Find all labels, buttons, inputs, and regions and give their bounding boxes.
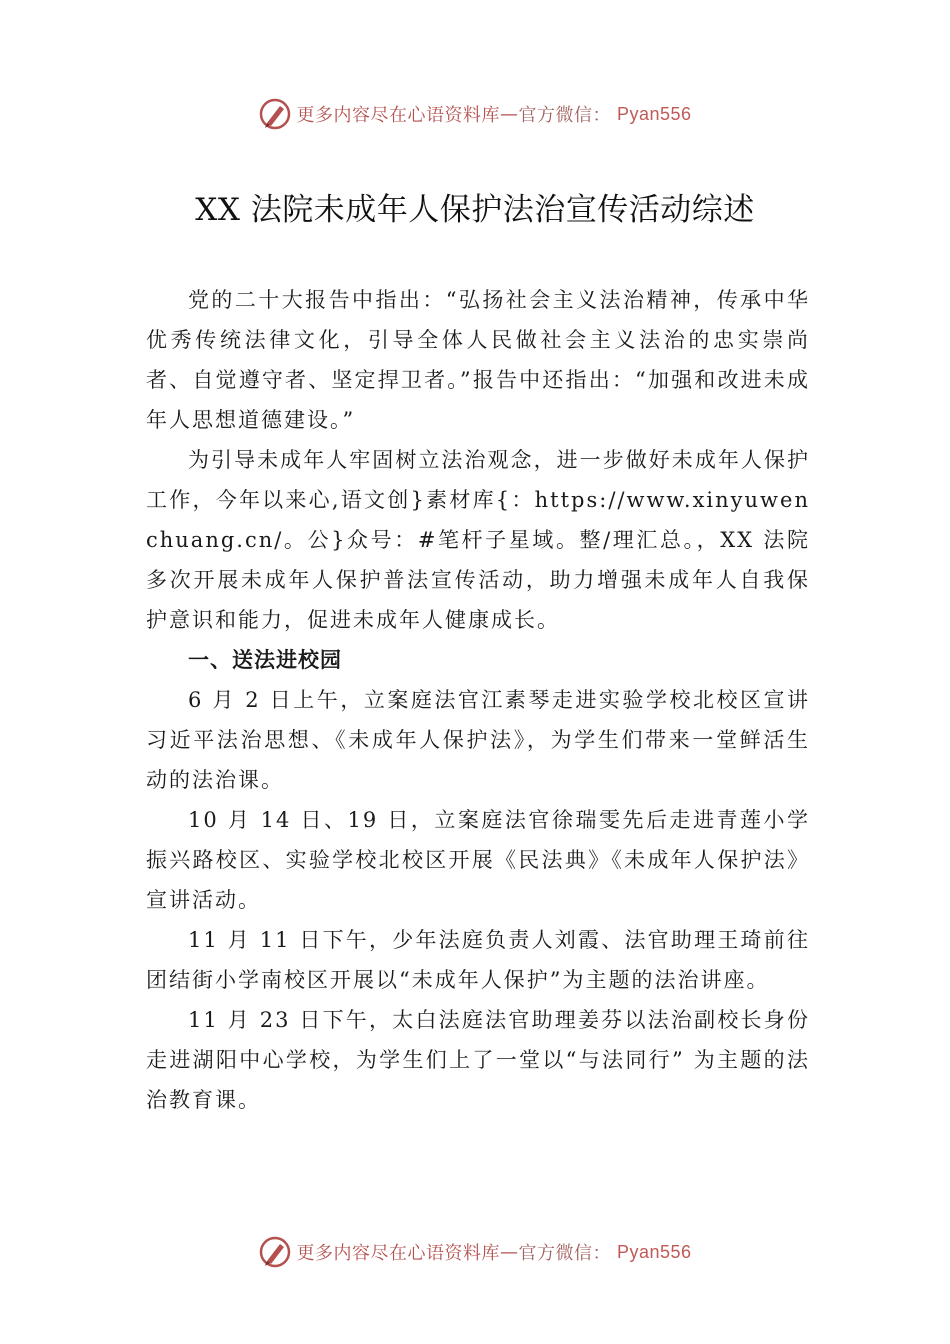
section-paragraph: 10 月 14 日、19 日，立案庭法官徐瑞雯先后走进青莲小学振兴路校区、实验学校北校区开展《民法典》《未成年人保护法》宣讲活动。 [146, 808, 810, 912]
section-paragraph: 6 月 2 日上午，立案庭法官江素琴走进实验学校北校区宣讲习近平法治思想、《未成年人保护法》，为学生们带来一堂鲜活生动的法治课。 [146, 688, 810, 792]
document-body [146, 280, 810, 1120]
document-title: XX 法院未成年人保护法治宣传活动综述 [195, 192, 755, 228]
wechat-id: Pyan556 [616, 103, 692, 124]
watermark-dash: — [499, 1241, 519, 1263]
intro-paragraph: 为引导未成年人牢固树立法治观念，进一步做好未成年人保护工作，今年以来心,语文创}素材库{：https://www.xinyuwenchuang.cn/。公}众号：#笔杆子星域。整/理汇总。，XX 法院多次开展未成年人保护普法宣传活动，助力增强未成年人自我保护意识和能力，促进未成年人健康成长。 [146, 448, 810, 632]
wechat-id: Pyan556 [616, 1241, 692, 1262]
watermark-text: 更多内容尽在心语资料库 [296, 105, 500, 126]
section-heading: 一、送法进校园 [188, 648, 342, 672]
watermark-text: 更多内容尽在心语资料库 [296, 1243, 500, 1264]
watermark-dash: — [499, 103, 519, 125]
pen-logo-icon [258, 1235, 292, 1269]
wechat-label: 官方微信： [518, 105, 611, 126]
section-paragraph: 11 月 23 日下午，太白法庭法官助理姜芬以法治副校长身份走进湖阳中心学校，为学生们上了一堂以“与法同行” 为主题的法治教育课。 [146, 1008, 810, 1112]
header-watermark [0, 94, 950, 134]
footer-watermark [0, 1232, 950, 1272]
section-paragraph: 11 月 11 日下午，少年法庭负责人刘霞、法官助理王琦前往团结街小学南校区开展以“未成年人保护”为主题的法治讲座。 [146, 928, 810, 992]
wechat-label: 官方微信： [518, 1243, 611, 1264]
pen-logo-icon [258, 97, 292, 131]
intro-paragraph: 党的二十大报告中指出：“弘扬社会主义法治精神，传承中华优秀传统法律文化，引导全体人民做社会主义法治的忠实崇尚者、自觉遵守者、坚定捍卫者。”报告中还指出：“加强和改进未成年人思想道德建设。” [146, 288, 810, 432]
